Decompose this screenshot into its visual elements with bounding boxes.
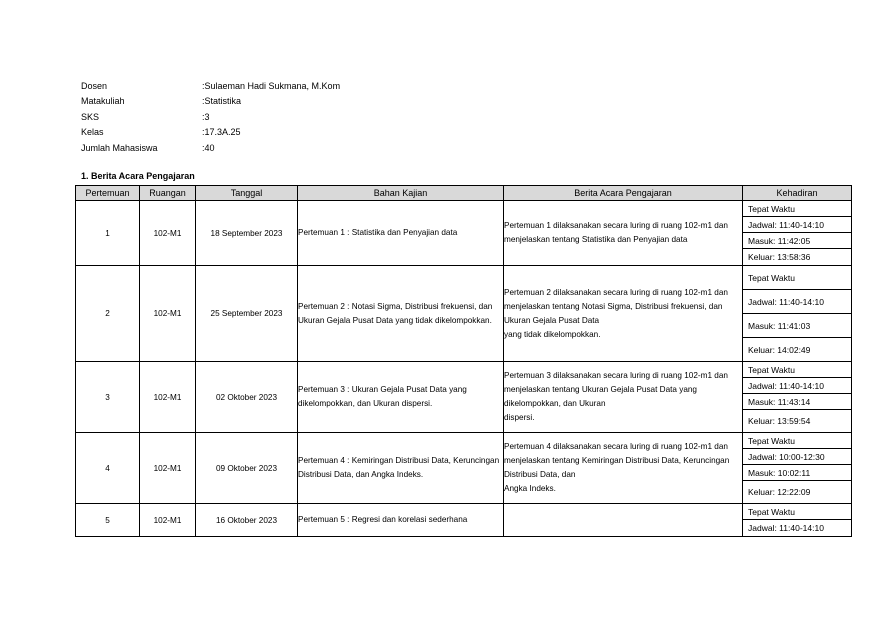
kehadiran-masuk: Masuk: 11:42:05 <box>743 233 851 249</box>
header-ruangan: Ruangan <box>140 186 196 201</box>
kehadiran-jadwal: Jadwal: 11:40-14:10 <box>743 217 851 233</box>
kehadiran-keluar: Keluar: 13:58:36 <box>748 252 811 262</box>
jumlah-label: Jumlah Mahasiswa <box>81 142 158 153</box>
cell-bahan-kajian: Pertemuan 3 : Ukuran Gejala Pusat Data yang dikelompokkan, dan Ukuran dispersi. <box>298 362 504 433</box>
cell-tanggal: 02 Oktober 2023 <box>196 362 298 433</box>
cell-tanggal: 16 Oktober 2023 <box>196 504 298 537</box>
course-info <box>81 78 340 156</box>
cell-tanggal: 18 September 2023 <box>196 201 298 266</box>
matakuliah-label: Matakuliah <box>81 96 125 107</box>
table-row <box>76 362 852 433</box>
header-tanggal: Tanggal <box>196 186 298 201</box>
cell-berita-acara <box>504 433 743 504</box>
header-kehadiran: Kehadiran <box>743 186 852 201</box>
kehadiran-status: Tepat Waktu <box>743 504 851 520</box>
dosen-label: Dosen <box>81 80 108 91</box>
kehadiran-status: Tepat Waktu <box>743 362 851 378</box>
cell-pertemuan: 5 <box>76 504 140 537</box>
cell-kehadiran <box>743 362 852 433</box>
kehadiran-jadwal: Jadwal: 11:40-14:10 <box>743 378 851 394</box>
table-row <box>76 504 852 537</box>
jumlah-value: :40 <box>202 142 215 153</box>
kehadiran-jadwal: Jadwal: 11:40-14:10 <box>743 290 851 314</box>
kehadiran-masuk: Masuk: 10:02:11 <box>743 465 851 481</box>
kelas-label: Kelas <box>81 127 104 138</box>
sks-value: :3 <box>202 111 210 122</box>
cell-bahan-kajian: Pertemuan 5 : Regresi dan korelasi sederhana <box>298 504 504 537</box>
kehadiran-keluar: Keluar: 13:59:54 <box>748 416 811 426</box>
cell-tanggal: 09 Oktober 2023 <box>196 433 298 504</box>
kehadiran-status: Tepat Waktu <box>743 266 851 290</box>
header-bahan-kajian: Bahan Kajian <box>298 186 504 201</box>
kehadiran-keluar: Keluar: 12:22:09 <box>748 487 811 497</box>
berita-acara-text: Pertemuan 3 dilaksanakan secara luring di ruang 102-m1 dan menjelaskan tentang Ukuran Gejala Pusat Data yang dikelompokkan, dan Ukuran <box>504 371 728 408</box>
cell-berita-acara <box>504 362 743 433</box>
table-row <box>76 433 852 504</box>
cell-kehadiran <box>743 433 852 504</box>
info-row-matakuliah <box>81 94 340 110</box>
berita-acara-table <box>75 185 852 537</box>
cell-bahan-kajian: Pertemuan 1 : Statistika dan Penyajian data <box>298 201 504 266</box>
cell-pertemuan: 2 <box>76 266 140 362</box>
info-row-kelas <box>81 125 340 141</box>
cell-kehadiran <box>743 504 852 537</box>
kehadiran-status: Tepat Waktu <box>743 201 851 217</box>
cell-ruangan: 102-M1 <box>140 433 196 504</box>
info-row-jumlah <box>81 140 340 156</box>
kehadiran-keluar: Keluar: 14:02:49 <box>748 344 811 355</box>
cell-berita-acara <box>504 266 743 362</box>
cell-pertemuan: 4 <box>76 433 140 504</box>
berita-acara-text-cont: dispersi. <box>504 413 535 422</box>
info-row-dosen <box>81 78 340 94</box>
cell-bahan-kajian: Pertemuan 2 : Notasi Sigma, Distribusi frekuensi, dan Ukuran Gejala Pusat Data yang tidak dikelompokkan. <box>298 266 504 362</box>
kehadiran-jadwal: Jadwal: 11:40-14:10 <box>748 523 824 533</box>
header-berita-acara: Berita Acara Pengajaran <box>504 186 743 201</box>
cell-kehadiran <box>743 201 852 266</box>
kehadiran-masuk: Masuk: 11:41:03 <box>743 314 851 338</box>
kelas-value: :17.3A.25 <box>202 127 241 138</box>
cell-berita-acara: Pertemuan 1 dilaksanakan secara luring di ruang 102-m1 dan menjelaskan tentang Statistika dan Penyajian data <box>504 201 743 266</box>
kehadiran-masuk: Masuk: 11:43:14 <box>743 394 851 410</box>
cell-ruangan: 102-M1 <box>140 266 196 362</box>
cell-kehadiran <box>743 266 852 362</box>
kehadiran-status: Tepat Waktu <box>743 433 851 449</box>
header-pertemuan: Pertemuan <box>76 186 140 201</box>
table-header-row <box>76 186 852 201</box>
cell-pertemuan: 3 <box>76 362 140 433</box>
cell-pertemuan: 1 <box>76 201 140 266</box>
cell-berita-acara <box>504 504 743 537</box>
cell-tanggal: 25 September 2023 <box>196 266 298 362</box>
matakuliah-value: :Statistika <box>202 96 242 107</box>
cell-ruangan: 102-M1 <box>140 201 196 266</box>
kehadiran-jadwal: Jadwal: 10:00-12:30 <box>743 449 851 465</box>
berita-acara-text-cont: Angka Indeks. <box>504 484 556 493</box>
berita-acara-text-cont: yang tidak dikelompokkan. <box>504 329 601 339</box>
cell-bahan-kajian: Pertemuan 4 : Kemiringan Distribusi Data, Keruncingan Distribusi Data, dan Angka Indeks. <box>298 433 504 504</box>
table-row <box>76 266 852 362</box>
dosen-value: :Sulaeman Hadi Sukmana, M.Kom <box>202 80 341 91</box>
cell-ruangan: 102-M1 <box>140 504 196 537</box>
berita-acara-text: Pertemuan 4 dilaksanakan secara luring di ruang 102-m1 dan menjelaskan tentang Kemiringan Distribusi Data, Keruncingan Distribusi Data, dan <box>504 442 730 479</box>
berita-acara-text: Pertemuan 2 dilaksanakan secara luring di ruang 102-m1 dan menjelaskan tentang Notasi Sigma, Distribusi frekuensi, dan Ukuran Gejala Pusat Data <box>504 287 728 325</box>
info-row-sks <box>81 109 340 125</box>
cell-ruangan: 102-M1 <box>140 362 196 433</box>
sks-label: SKS <box>81 111 100 122</box>
table-row <box>76 201 852 266</box>
section-title: 1. Berita Acara Pengajaran <box>81 171 195 181</box>
